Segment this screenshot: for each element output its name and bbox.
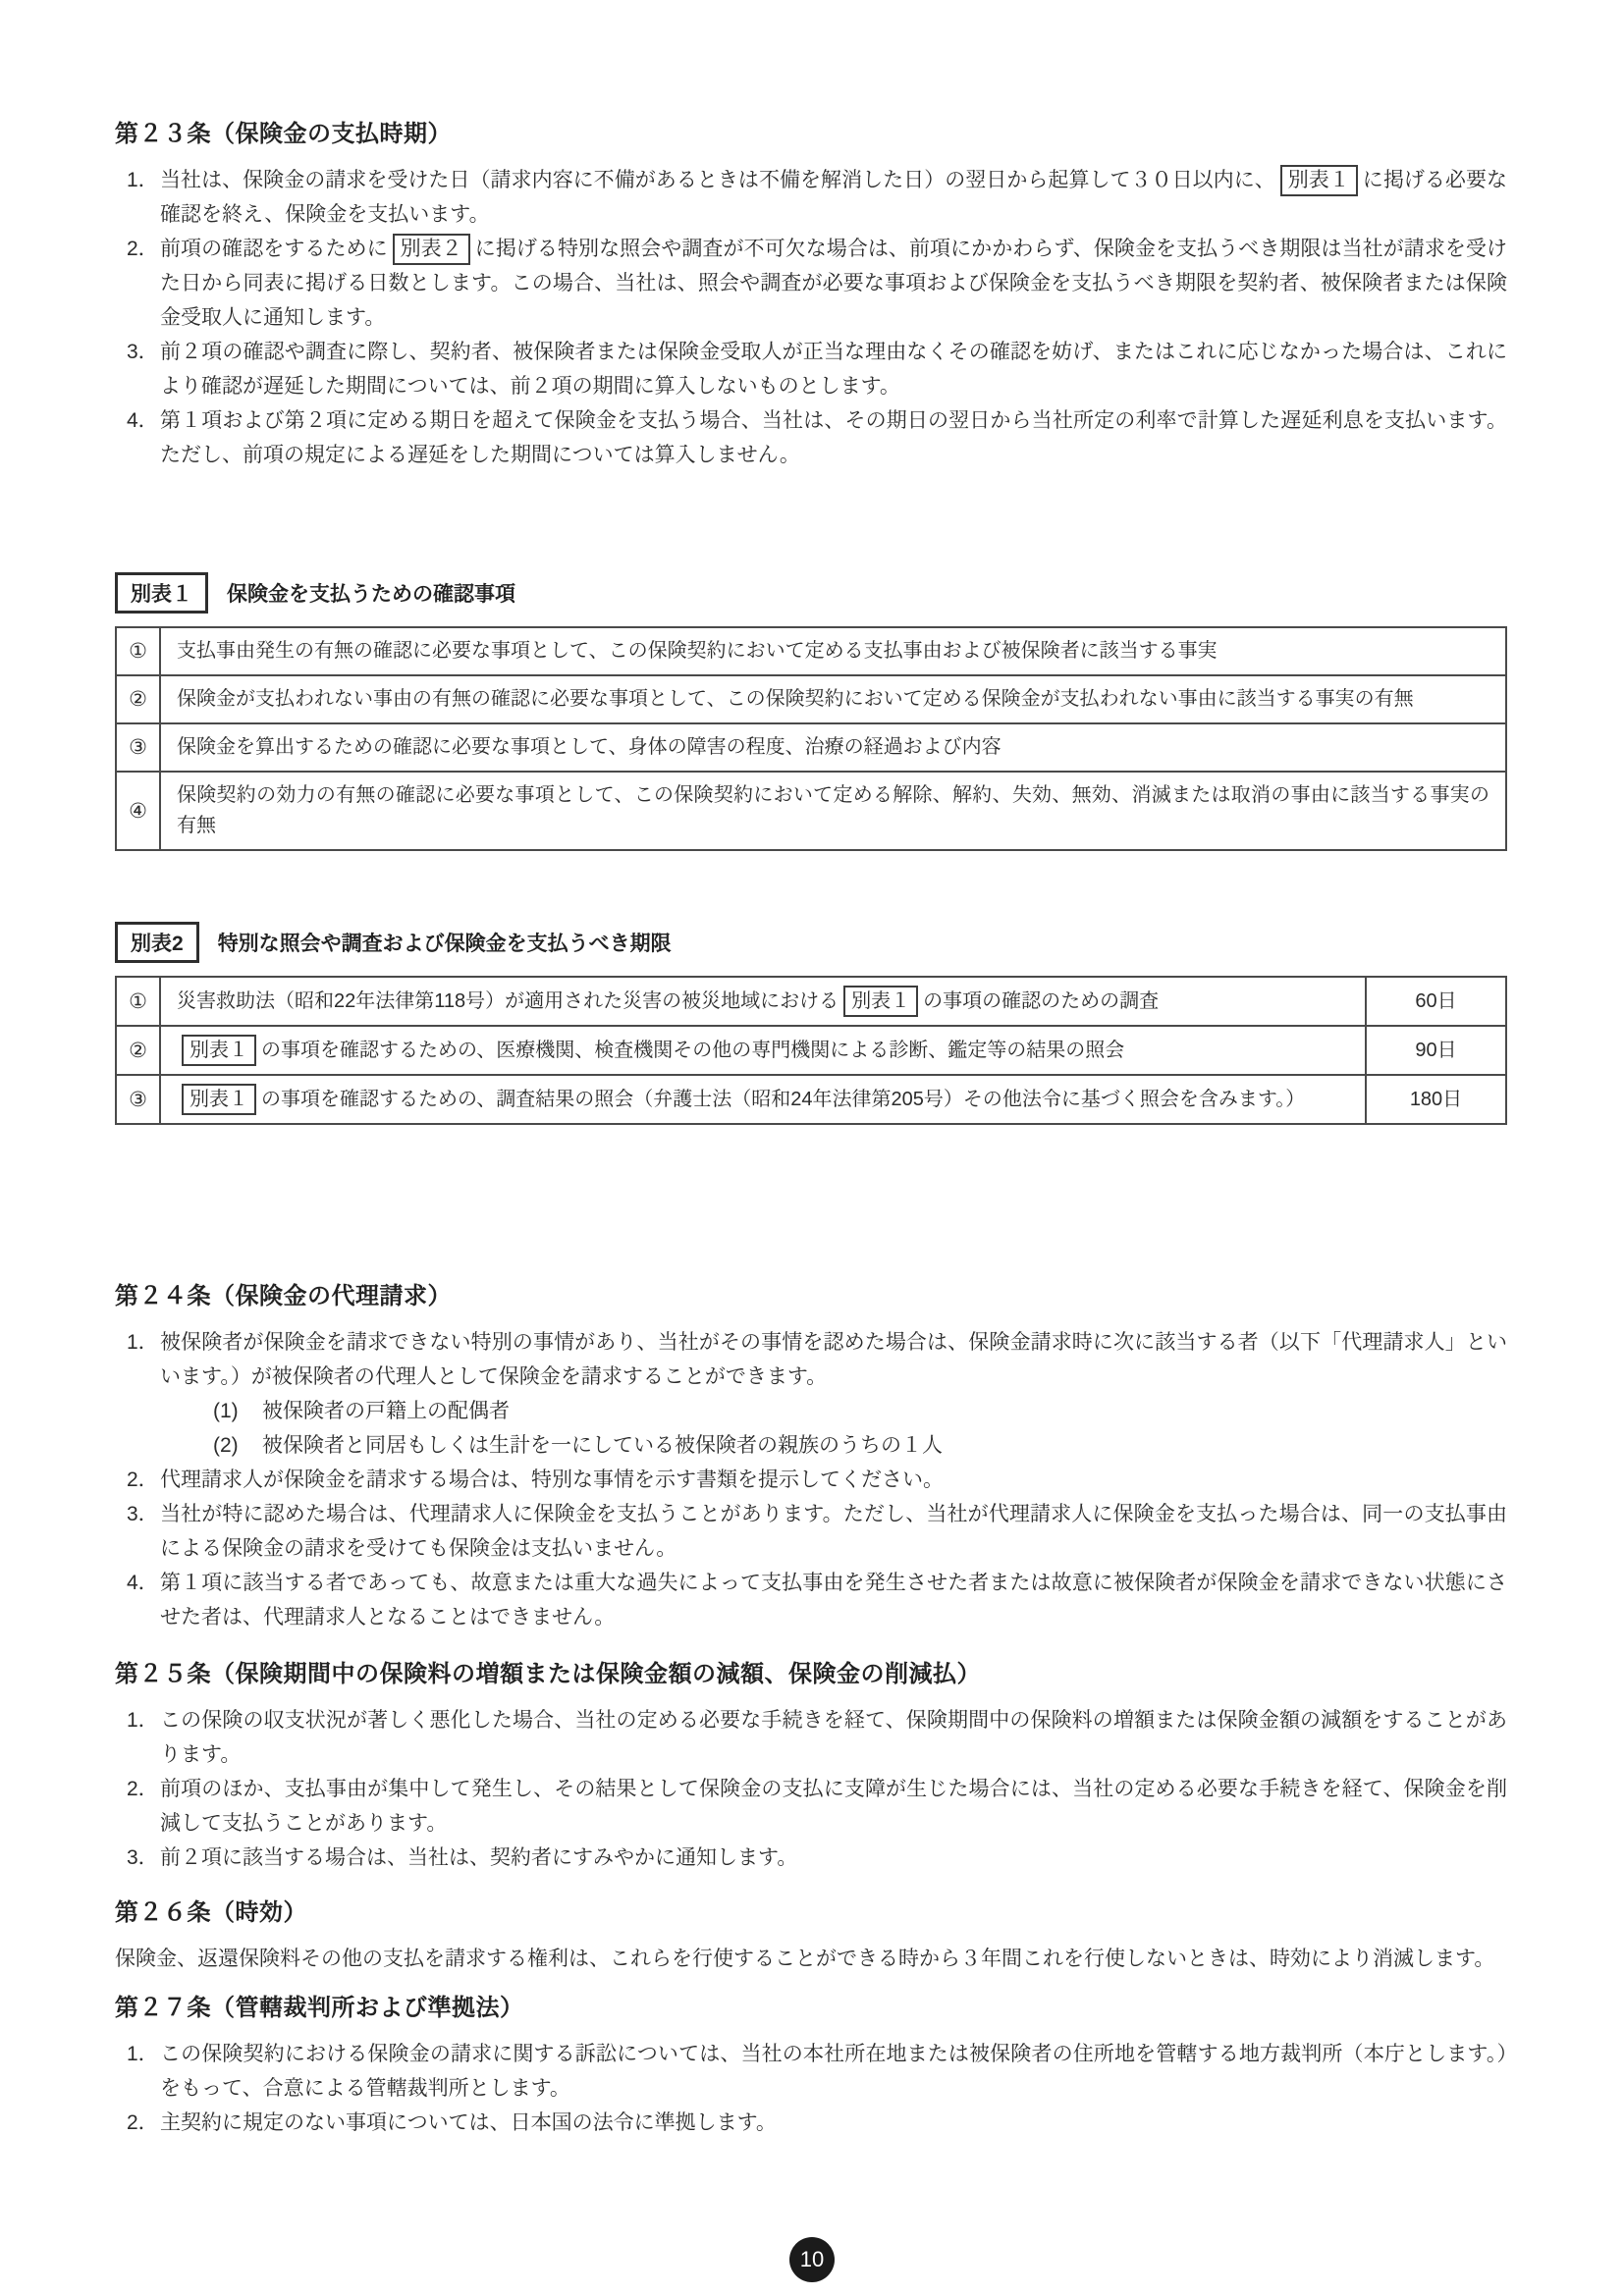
clause-text: [160, 2106, 1507, 2140]
clause-marker: 1．: [127, 1331, 159, 1354]
row-number-cell: ②: [116, 675, 160, 723]
row-number-cell: ③: [116, 723, 160, 772]
article-26-heading: 第２６条（時効）: [115, 1899, 307, 1926]
text-segment: 保険金を算出するための確認に必要な事項として、身体の障害の程度、治療の経過および内容: [177, 736, 1001, 758]
clause-marker: 2．: [127, 238, 159, 260]
clause-marker: 3．: [127, 1503, 159, 1525]
clause-item: [115, 1463, 1507, 1497]
text-segment: 被保険者が保険金を請求できない特別の事情があり、当社がその事情を認めた場合は、保険金請求時に次に該当する者（以下「代理請求人」といいます。）が被保険者の代理人として保険金を請求することができます。: [160, 1331, 1507, 1388]
text-segment: 保険契約の効力の有無の確認に必要な事項として、この保険契約において定める解除、解約、失効、無効、消滅または取消の事由に該当する事実の有無: [177, 784, 1489, 836]
clause-item: [115, 2037, 1507, 2106]
appendix-2-caption: 特別な照会や調査および保険金を支払うべき期限: [217, 933, 672, 955]
sub-clause-marker: (2): [213, 1434, 239, 1457]
article-27: [115, 1992, 1507, 2140]
clause-text: [160, 1566, 1507, 1634]
table-row: [116, 1026, 1506, 1075]
text-segment: 代理請求人が保険金を請求する場合は、特別な事情を示す書類を提示してください。: [160, 1468, 944, 1491]
appendix-1-header: [115, 572, 1507, 614]
row-text-cell: [160, 627, 1506, 675]
clause-marker: 4．: [127, 1572, 159, 1594]
appendix-1-caption: 保険金を支払うための確認事項: [227, 583, 515, 606]
boxed-table-ref: 別表１: [1280, 165, 1358, 196]
text-segment: の事項の確認のための調査: [923, 990, 1160, 1012]
boxed-table-ref: 別表２: [393, 234, 470, 265]
boxed-table-ref: 別表１: [843, 986, 918, 1017]
boxed-table-ref: 別表１: [182, 1035, 256, 1066]
clause-item: [115, 1772, 1507, 1841]
clause-text: [160, 1463, 1507, 1497]
table-row: [116, 723, 1506, 772]
row-number-cell: ①: [116, 627, 160, 675]
sub-clause-text: 被保険者の戸籍上の配偶者: [262, 1400, 510, 1422]
article-26-paragraph: 保険金、返還保険料その他の支払を請求する権利は、これらを行使することができる時から３年間これを行使しないときは、時効により消滅します。: [115, 1948, 1495, 1970]
row-number-cell: ②: [116, 1026, 160, 1075]
clause-item: [115, 1841, 1507, 1875]
clause-item: [115, 1497, 1507, 1566]
clause-text: [160, 1841, 1507, 1875]
clause-text: [160, 2037, 1507, 2106]
text-segment: 前項の確認をするために: [160, 238, 388, 260]
clause-text: [160, 1497, 1507, 1566]
clause-item: [115, 1566, 1507, 1634]
appendix-2-table: [115, 976, 1507, 1125]
text-segment: 保険金が支払われない事由の有無の確認に必要な事項として、この保険契約において定める保険金が支払われない事由に該当する事実の有無: [177, 688, 1414, 710]
clause-text: [160, 403, 1507, 472]
appendix-1: [115, 572, 1507, 851]
row-deadline-cell: 180日: [1366, 1075, 1506, 1124]
text-segment: 前２項の確認や調査に際し、契約者、被保険者または保険金受取人が正当な理由なくその確認を妨げ、またはこれに応じなかった場合は、これにより確認が遅延した期間については、前２項の期間に算入しないものとします。: [160, 341, 1507, 398]
text-segment: この保険契約における保険金の請求に関する訴訟については、当社の本社所在地または被保険者の住所地を管轄する地方裁判所（本庁とします。）をもって、合意による管轄裁判所とします。: [160, 2043, 1507, 2100]
clause-item: [115, 1703, 1507, 1772]
text-segment: の事項を確認するための、医療機関、検査機関その他の専門機関による診断、鑑定等の結果の照会: [261, 1040, 1125, 1061]
clause-item: [115, 232, 1507, 335]
table-row: [116, 627, 1506, 675]
sub-clause-marker: (1): [213, 1400, 239, 1422]
text-segment: この保険の収支状況が著しく悪化した場合、当社の定める必要な手続きを経て、保険期間中の保険料の増額または保険金額の減額をすることがあります。: [160, 1709, 1507, 1766]
clause-item: [115, 1325, 1507, 1394]
page-number: 10: [799, 2247, 825, 2271]
article-24: [115, 1280, 1507, 1634]
text-segment: 第１項に該当する者であっても、故意または重大な過失によって支払事由を発生させた者または故意に被保険者が保険金を請求できない状態にさせた者は、代理請求人となることはできません。: [160, 1572, 1507, 1629]
article-23: [115, 118, 1507, 472]
article-24-heading: 第２４条（保険金の代理請求）: [115, 1283, 452, 1309]
clause-marker: 2．: [127, 1468, 159, 1491]
row-text-cell: [160, 1075, 1366, 1124]
article-23-heading: 第２３条（保険金の支払時期）: [115, 121, 452, 147]
clause-text: [160, 1703, 1507, 1772]
appendix-2-header: [115, 922, 1507, 963]
row-text-cell: [160, 977, 1366, 1026]
clause-marker: 1．: [127, 169, 159, 191]
clause-text: [160, 1325, 1507, 1394]
clause-text: [160, 1772, 1507, 1841]
text-segment: 主契約に規定のない事項については、日本国の法令に準拠します。: [160, 2111, 777, 2134]
appendix-1-label-badge: 別表１: [115, 572, 208, 614]
row-text-cell: [160, 1026, 1366, 1075]
clause-marker: 1．: [127, 2043, 159, 2065]
text-segment: 前項のほか、支払事由が集中して発生し、その結果として保険金の支払に支障が生じた場合には、当社の定める必要な手続きを経て、保険金を削減して支払うことがあります。: [160, 1778, 1507, 1835]
row-deadline-cell: 90日: [1366, 1026, 1506, 1075]
table-row: [116, 772, 1506, 850]
row-deadline-cell: 60日: [1366, 977, 1506, 1026]
article-25: [115, 1658, 1507, 1875]
boxed-table-ref: 別表１: [182, 1084, 256, 1115]
clause-marker: 1．: [127, 1709, 159, 1732]
clause-marker: 3．: [127, 341, 159, 363]
row-text-cell: [160, 675, 1506, 723]
text-segment: 当社が特に認めた場合は、代理請求人に保険金を支払うことがあります。ただし、当社が代理請求人に保険金を支払った場合は、同一の支払事由による保険金の請求を受けても保険金は支払いません。: [160, 1503, 1507, 1560]
clause-marker: 4．: [127, 409, 159, 432]
row-number-cell: ③: [116, 1075, 160, 1124]
text-segment: に掲げる特別な照会や調査が不可欠な場合は、前項にかかわらず、保険金を支払うべき期限は当社が請求を受けた日から同表に掲げる日数とします。この場合、当社は、照会や調査が必要な事項および保険金を支払うべき期限を契約者、被保険者または保険金受取人に通知します。: [160, 238, 1507, 329]
text-segment: 第１項および第２項に定める期日を超えて保険金を支払う場合、当社は、その期日の翌日から当社所定の利率で計算した遅延利息を支払います。ただし、前項の規定による遅延をした期間については算入しません。: [160, 409, 1507, 466]
text-segment: 災害救助法（昭和22年法律第118号）が適用された災害の被災地域における: [177, 990, 839, 1012]
clause-marker: 3．: [127, 1846, 159, 1869]
article-26: [115, 1896, 1507, 1976]
appendix-2: [115, 922, 1507, 1125]
clause-item: [115, 403, 1507, 472]
page-number-badge: [789, 2237, 835, 2282]
sub-clause-text: 被保険者と同居もしくは生計を一にしている被保険者の親族のうちの１人: [262, 1434, 943, 1457]
clause-text: [160, 232, 1507, 335]
clause-item: [115, 335, 1507, 403]
clause-marker: 2．: [127, 2111, 159, 2134]
clause-text: [160, 163, 1507, 232]
clause-item: [115, 163, 1507, 232]
article-27-heading: 第２７条（管轄裁判所および準拠法）: [115, 1995, 524, 2021]
row-text-cell: [160, 772, 1506, 850]
sub-clause-item: [115, 1394, 1507, 1428]
clause-marker: 2．: [127, 1778, 159, 1800]
text-segment: に掲げる必要な確認を終え、保険金を支払います。: [160, 169, 1507, 226]
clause-text: [160, 335, 1507, 403]
table-row: [116, 1075, 1506, 1124]
appendix-2-label-badge: 別表2: [115, 922, 199, 963]
row-number-cell: ④: [116, 772, 160, 850]
text-segment: 当社は、保険金の請求を受けた日（請求内容に不備があるときは不備を解消した日）の翌日から起算して３０日以内に、: [160, 169, 1275, 191]
row-text-cell: [160, 723, 1506, 772]
text-segment: 支払事由発生の有無の確認に必要な事項として、この保険契約において定める支払事由および被保険者に該当する事実: [177, 640, 1218, 662]
text-segment: の事項を確認するための、調査結果の照会（弁護士法（昭和24年法律第205号）その他法令に基づく照会を含みます。）: [261, 1089, 1306, 1110]
row-number-cell: ①: [116, 977, 160, 1026]
table-row: [116, 675, 1506, 723]
clause-item: [115, 2106, 1507, 2140]
appendix-1-table: [115, 626, 1507, 851]
table-row: [116, 977, 1506, 1026]
article-25-heading: 第２５条（保険期間中の保険料の増額または保険金額の減額、保険金の削減払）: [115, 1661, 981, 1687]
sub-clause-item: [115, 1428, 1507, 1463]
text-segment: 前２項に該当する場合は、当社は、契約者にすみやかに通知します。: [160, 1846, 798, 1869]
